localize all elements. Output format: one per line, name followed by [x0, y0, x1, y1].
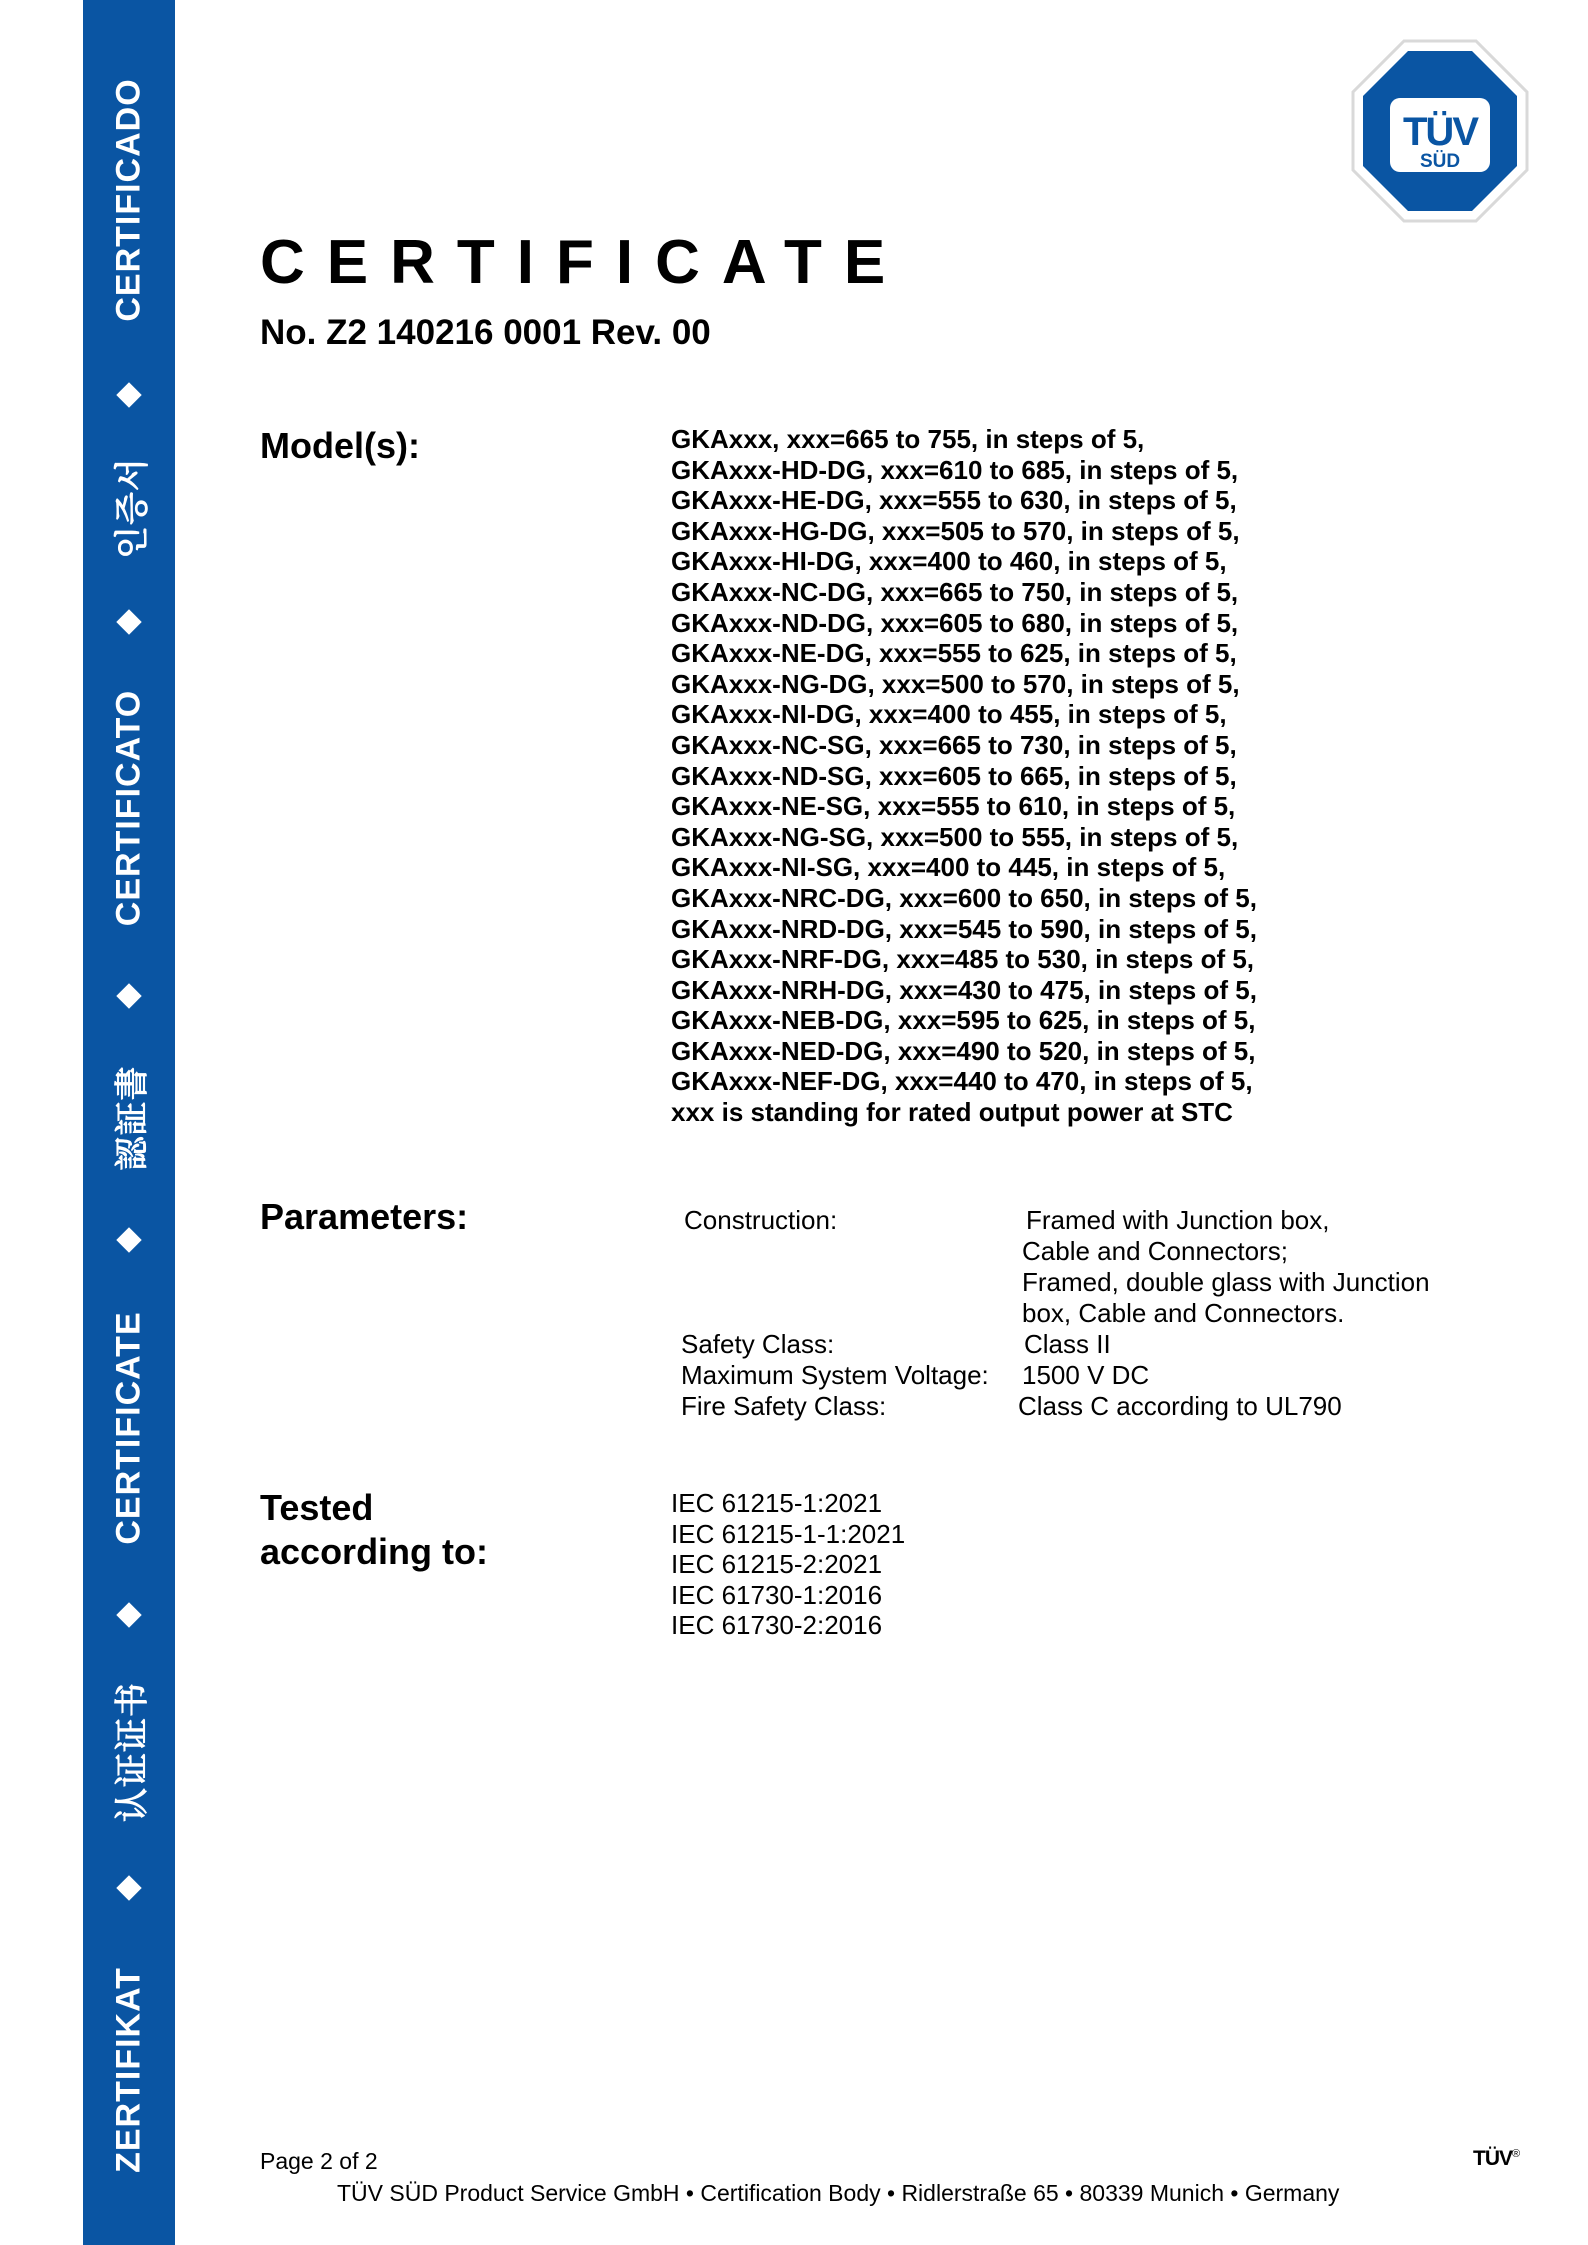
footer-logo-text: TÜV — [1473, 2147, 1512, 2170]
sidebar-word-certificado: CERTIFICADO — [109, 78, 148, 322]
footer-tuv-logo — [1473, 2147, 1519, 2171]
models-list — [671, 424, 1311, 1128]
standard-item: IEC 61215-1-1:2021 — [671, 1518, 906, 1549]
sidebar-diamond — [116, 1602, 141, 1627]
max-voltage-value: 1500 V DC — [1022, 1360, 1150, 1390]
model-line: GKAxxx-NRH-DG, xxx=430 to 475, in steps of 5, — [671, 974, 1257, 1005]
model-line: GKAxxx-NEB-DG, xxx=595 to 625, in steps of 5, — [671, 1005, 1256, 1036]
model-line: GKAxxx-NEF-DG, xxx=440 to 470, in steps of 5, — [671, 1066, 1253, 1097]
page-number: Page 2 of 2 — [260, 2148, 378, 2174]
model-line: GKAxxx-NC-SG, xxx=665 to 730, in steps of 5, — [671, 729, 1237, 760]
model-line: GKAxxx-ND-DG, xxx=605 to 680, in steps of 5, — [671, 607, 1239, 638]
model-line: GKAxxx-HD-DG, xxx=610 to 685, in steps of 5, — [671, 454, 1239, 485]
standard-item: IEC 61730-2:2016 — [671, 1610, 883, 1641]
parameters-label: Parameters: — [260, 1196, 469, 1237]
construction-value-3: Framed, double glass with Junction — [1022, 1267, 1430, 1297]
model-line: GKAxxx-NG-DG, xxx=500 to 570, in steps of 5, — [671, 668, 1240, 699]
registered-mark: ® — [1512, 2148, 1520, 2160]
standard-item: IEC 61215-1:2021 — [671, 1488, 883, 1518]
fire-safety-value: Class C according to UL790 — [1018, 1391, 1342, 1421]
sidebar-diamond — [116, 983, 141, 1008]
standard-item: IEC 61730-1:2016 — [671, 1579, 883, 1610]
construction-value-1: Framed with Junction box, — [1026, 1205, 1330, 1235]
model-line: GKAxxx-NRF-DG, xxx=485 to 530, in steps of 5, — [671, 944, 1255, 975]
standards-list — [671, 1488, 905, 1641]
sidebar-diamond — [116, 609, 141, 634]
sidebar-band — [83, 0, 175, 2245]
sidebar-word-japanese: 認証書 — [113, 1065, 152, 1171]
construction-value-4: box, Cable and Connectors. — [1022, 1298, 1345, 1328]
fire-safety-label: Fire Safety Class: — [681, 1391, 887, 1421]
tested-label-line2: according to: — [260, 1531, 489, 1572]
model-note: xxx is standing for rated output power at STC — [671, 1097, 1233, 1128]
model-line: GKAxxx, xxx=665 to 755, in steps of 5, — [671, 424, 1145, 454]
sidebar-diamond — [116, 1875, 141, 1900]
model-line: GKAxxx-NE-SG, xxx=555 to 610, in steps of 5, — [671, 791, 1236, 822]
logo-text-sud: SÜD — [1419, 151, 1461, 172]
standard-item: IEC 61215-2:2021 — [671, 1549, 883, 1580]
sidebar-word-zertifikat: ZERTIFIKAT — [109, 1967, 148, 2173]
model-line: GKAxxx-NI-DG, xxx=400 to 455, in steps of 5, — [671, 699, 1227, 730]
certificate-number: No. Z2 140216 0001 Rev. 00 — [260, 313, 711, 352]
construction-value-2: Cable and Connectors; — [1022, 1236, 1288, 1266]
max-voltage-label: Maximum System Voltage: — [681, 1360, 989, 1390]
construction-label: Construction: — [684, 1205, 838, 1235]
sidebar-diamond — [116, 1227, 141, 1252]
certificate-title: CERTIFICATE — [260, 228, 908, 297]
model-line: GKAxxx-HG-DG, xxx=505 to 570, in steps of 5, — [671, 515, 1240, 546]
model-line: GKAxxx-NG-SG, xxx=500 to 555, in steps of 5, — [671, 821, 1239, 852]
model-line: GKAxxx-NRD-DG, xxx=545 to 590, in steps of 5, — [671, 913, 1257, 944]
model-line: GKAxxx-NC-DG, xxx=665 to 750, in steps of 5, — [671, 576, 1239, 607]
models-label: Model(s): — [260, 425, 420, 466]
model-line: GKAxxx-HE-DG, xxx=555 to 630, in steps of 5, — [671, 485, 1237, 516]
model-line: GKAxxx-NE-DG, xxx=555 to 625, in steps of 5, — [671, 638, 1237, 669]
safety-class-label: Safety Class: — [681, 1329, 835, 1359]
tested-label-line1: Tested — [260, 1487, 374, 1528]
model-line: GKAxxx-NRC-DG, xxx=600 to 650, in steps of 5, — [671, 882, 1257, 913]
model-line: GKAxxx-HI-DG, xxx=400 to 460, in steps of 5, — [671, 546, 1227, 577]
sidebar-diamond — [116, 382, 141, 407]
logo-text-tuv: TÜV — [1403, 110, 1477, 154]
safety-class-value: Class II — [1024, 1329, 1111, 1359]
sidebar-word-certificate: CERTIFICATE — [109, 1311, 148, 1545]
model-line: GKAxxx-NED-DG, xxx=490 to 520, in steps of 5, — [671, 1035, 1256, 1066]
tuv-sud-logo — [1350, 38, 1530, 224]
sidebar-word-korean: 인증서 — [113, 457, 152, 559]
sidebar-word-certificato: CERTIFICATO — [109, 689, 148, 927]
footer-address: TÜV SÜD Product Service GmbH • Certification Body • Ridlerstraße 65 • 80339 Munich • Germany — [337, 2180, 1340, 2206]
model-line: GKAxxx-ND-SG, xxx=605 to 665, in steps of 5, — [671, 760, 1237, 791]
sidebar-word-chinese: 认证证书 — [113, 1682, 152, 1822]
model-line: GKAxxx-NI-SG, xxx=400 to 445, in steps of 5, — [671, 852, 1226, 883]
tested-label — [260, 1486, 488, 1574]
